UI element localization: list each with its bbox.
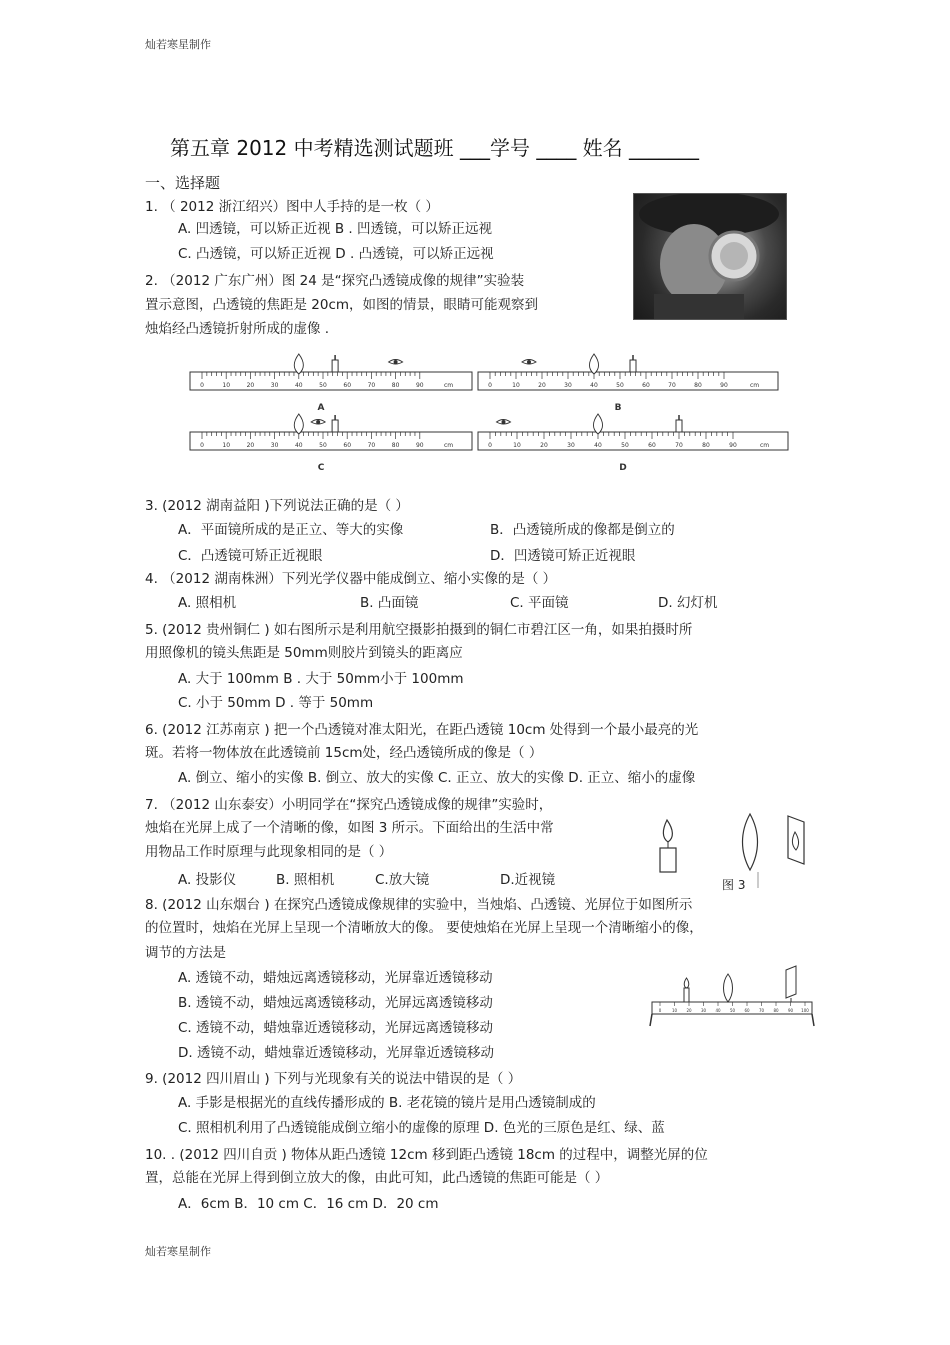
bench-tick-label: 70 bbox=[758, 1008, 765, 1013]
bench-tick-label: 0 bbox=[658, 1008, 662, 1013]
q8-option-c: C. 透镜不动，蜡烛靠近透镜移动，光屏远离透镜移动 bbox=[178, 1020, 494, 1036]
ruler-tick-label: 70 bbox=[367, 442, 376, 449]
q5-options-cd: C. 小于 50mm D . 等于 50mm bbox=[178, 695, 374, 711]
convex-lens bbox=[594, 414, 603, 434]
bench-tick-label: 60 bbox=[744, 1008, 750, 1013]
q8-line-2: 的位置时，烛焰在光屏上呈现一个清晰放大的像。 要使烛焰在光屏上呈现一个清晰缩小的像， bbox=[145, 920, 703, 936]
light-screen bbox=[786, 966, 796, 998]
ruler-tick-label: 80 bbox=[391, 442, 400, 449]
q5-line-1: 5. (2012 贵州铜仁 ) 如右图所示是利用航空摄影拍摄到的铜仁市碧江区一角，如果拍摄时所 bbox=[145, 622, 693, 638]
ruler-tick-label: 40 bbox=[590, 382, 598, 389]
ruler-tick-label: 90 bbox=[415, 442, 424, 449]
q10-line-2: 置，总能在光屏上得到倒立放大的像，由此可知，此凸透镜的焦距可能是（ ） bbox=[145, 1170, 609, 1186]
q2-line-2: 置示意图，凸透镜的焦距是 20cm，如图的情景，眼睛可能观察到 bbox=[145, 297, 539, 313]
figure-label-B: B bbox=[614, 403, 622, 413]
ruler-tick-label: 60 bbox=[642, 382, 650, 389]
q8-optical-bench-figure bbox=[648, 958, 818, 1028]
ruler-tick-label: 90 bbox=[720, 382, 728, 389]
ruler-unit-label: cm bbox=[444, 382, 454, 389]
q8-option-a: A. 透镜不动，蜡烛远离透镜移动，光屏靠近透镜移动 bbox=[178, 970, 493, 986]
ruler-tick-label: 30 bbox=[270, 382, 279, 389]
q3-option-b: B．凸透镜所成的像都是倒立的 bbox=[490, 522, 675, 538]
bench-leg-right bbox=[812, 1014, 814, 1026]
q10-line-1: 10. . (2012 四川自贡 ) 物体从距凸透镜 12cm 移到距凸透镜 18cm 的过程中，调整光屏的位 bbox=[145, 1147, 708, 1163]
ruler-tick-label: 60 bbox=[343, 382, 352, 389]
eye-pupil bbox=[316, 420, 320, 424]
q8-line-3: 调节的方法是 bbox=[145, 945, 226, 961]
ruler-tick-label: 70 bbox=[367, 382, 376, 389]
q8-line-1: 8. (2012 山东烟台 ) 在探究凸透镜成像规律的实验中，当烛焰、凸透镜、光屏位于如图所示 bbox=[145, 897, 693, 913]
ruler-tick-label: 30 bbox=[564, 382, 572, 389]
q3-option-c: C．凸透镜可矫正近视眼 bbox=[178, 548, 323, 564]
q2-ruler-figures bbox=[190, 352, 790, 482]
q4-option-b: B. 凸面镜 bbox=[360, 595, 419, 611]
q8-option-d: D. 透镜不动，蜡烛靠近透镜移动，光屏靠近透镜移动 bbox=[178, 1045, 494, 1061]
q10-options: A．6cm B．10 cm C．16 cm D．20 cm bbox=[178, 1196, 439, 1212]
q7-figure-label: 图 3 bbox=[722, 878, 746, 892]
page-title: 第五章 2012 中考精选测试题班 ___学号 ____ 姓名 _______ bbox=[170, 136, 700, 160]
bench-tick-label: 100 bbox=[801, 1008, 809, 1013]
q1-options-cd: C. 凸透镜，可以矫正近视 D . 凸透镜，可以矫正远视 bbox=[178, 246, 494, 262]
ruler-1 bbox=[478, 372, 778, 390]
ruler-tick-label: 50 bbox=[319, 382, 327, 389]
ruler-tick-label: 90 bbox=[415, 382, 424, 389]
convex-lens bbox=[724, 974, 733, 1002]
q9-options-cd: C. 照相机利用了凸透镜能成倒立缩小的虚像的原理 D. 色光的三原色是红、绿、蓝 bbox=[178, 1120, 665, 1136]
ruler-3 bbox=[478, 432, 788, 450]
ruler-tick-label: 80 bbox=[694, 382, 702, 389]
q5-options-ab: A. 大于 100mm B . 大于 50mm小于 100mm bbox=[178, 671, 464, 687]
bench-tick-label: 30 bbox=[700, 1008, 707, 1013]
candle-flame bbox=[684, 978, 689, 988]
bench-tick-label: 80 bbox=[773, 1008, 779, 1013]
q9-stem: 9. (2012 四川眉山 ) 下列与光现象有关的说法中错误的是（ ） bbox=[145, 1071, 522, 1087]
candle bbox=[676, 420, 682, 432]
page-footer: 灿若寒星制作 bbox=[145, 1245, 211, 1258]
ruler-tick-label: 0 bbox=[200, 382, 204, 389]
bench-tick-label: 40 bbox=[715, 1008, 721, 1013]
q9-options-ab: A. 手影是根据光的直线传播形成的 B. 老花镜的镜片是用凸透镜制成的 bbox=[178, 1095, 596, 1111]
candle bbox=[684, 988, 689, 1002]
ruler-tick-label: 20 bbox=[246, 442, 255, 449]
bench-tick-label: 20 bbox=[686, 1008, 692, 1013]
figure-label-A: A bbox=[317, 403, 325, 413]
bench-leg-left bbox=[650, 1014, 652, 1026]
ruler-tick-label: 0 bbox=[200, 442, 204, 449]
ruler-tick-label: 70 bbox=[668, 382, 676, 389]
ruler-tick-label: 50 bbox=[319, 442, 327, 449]
q7-option-a: A. 投影仪 bbox=[178, 872, 237, 888]
q7-line-1: 7. （2012 山东泰安）小明同学在“探究凸透镜成像的规律”实验时， bbox=[145, 797, 553, 813]
ruler-tick-label: 20 bbox=[538, 382, 546, 389]
q7-line-3: 用物品工作时原理与此现象相同的是（ ） bbox=[145, 844, 393, 860]
q4-option-a: A. 照相机 bbox=[178, 595, 237, 611]
q1-stem: 1. （ 2012 浙江绍兴）图中人手持的是一枚（ ） bbox=[145, 199, 439, 215]
ruler-tick-label: 50 bbox=[616, 382, 624, 389]
q6-line-2: 斑。若将一物体放在此透镜前 15cm处，经凸透镜所成的像是（ ） bbox=[145, 745, 543, 761]
eye-pupil bbox=[527, 360, 531, 364]
q6-options: A. 倒立、缩小的实像 B. 倒立、放大的实像 C. 正立、放大的实像 D. 正立、缩小的虚像 bbox=[178, 770, 696, 786]
ruler-tick-label: 60 bbox=[648, 442, 656, 449]
q2-line-3: 烛焰经凸透镜折射所成的虚像 . bbox=[145, 321, 330, 337]
ruler-tick-label: 70 bbox=[675, 442, 683, 449]
q4-option-d: D. 幻灯机 bbox=[658, 595, 718, 611]
ruler-tick-label: 80 bbox=[702, 442, 710, 449]
q1-options-ab: A. 凹透镜，可以矫正近视 B . 凹透镜，可以矫正远视 bbox=[178, 221, 493, 237]
q2-line-1: 2. （2012 广东广州）图 24 是“探究凸透镜成像的规律”实验装 bbox=[145, 273, 525, 289]
ruler-tick-label: 0 bbox=[488, 382, 492, 389]
ruler-tick-label: 0 bbox=[488, 442, 492, 449]
ruler-tick-label: 30 bbox=[270, 442, 279, 449]
candle bbox=[630, 360, 636, 372]
candle bbox=[332, 420, 338, 432]
q3-option-d: D．凹透镜可矫正近视眼 bbox=[490, 548, 636, 564]
ruler-tick-label: 20 bbox=[246, 382, 255, 389]
eye-pupil bbox=[394, 360, 398, 364]
ruler-tick-label: 40 bbox=[594, 442, 602, 449]
q6-line-1: 6. (2012 江苏南京 ) 把一个凸透镜对准太阳光，在距凸透镜 10cm 处得到一个最小最亮的光 bbox=[145, 722, 699, 738]
page-header: 灿若寒星制作 bbox=[145, 38, 211, 51]
q4-stem: 4. （2012 湖南株洲）下列光学仪器中能成倒立、缩小实像的是（ ） bbox=[145, 571, 557, 587]
bench-tick-label: 10 bbox=[671, 1008, 678, 1013]
figure-label-D: D bbox=[619, 463, 627, 473]
ruler-unit-label: cm bbox=[760, 442, 770, 449]
ruler-tick-label: 10 bbox=[222, 442, 231, 449]
q8-option-b: B. 透镜不动，蜡烛远离透镜移动，光屏远离透镜移动 bbox=[178, 995, 493, 1011]
ruler-tick-label: 30 bbox=[567, 442, 575, 449]
q3-option-a: A．平面镜所成的是正立、等大的实像 bbox=[178, 522, 404, 538]
ruler-unit-label: cm bbox=[750, 382, 760, 389]
bench-tick-label: 50 bbox=[729, 1008, 736, 1013]
bench-tick-label: 90 bbox=[787, 1008, 794, 1013]
ruler-tick-label: 20 bbox=[540, 442, 548, 449]
convex-lens bbox=[590, 354, 599, 374]
ruler-tick-label: 40 bbox=[294, 382, 303, 389]
ruler-tick-label: 10 bbox=[513, 442, 521, 449]
magnifier-photo bbox=[633, 193, 787, 320]
q5-line-2: 用照像机的镜头焦距是 50mm则胶片到镜头的距离应 bbox=[145, 645, 463, 661]
q7-option-d: D.近视镜 bbox=[500, 872, 556, 888]
eye-pupil bbox=[502, 420, 506, 424]
ruler-tick-label: 10 bbox=[512, 382, 520, 389]
ruler-tick-label: 90 bbox=[729, 442, 737, 449]
ruler-2 bbox=[190, 432, 472, 450]
ruler-tick-label: 10 bbox=[222, 382, 231, 389]
convex-lens bbox=[294, 354, 303, 374]
figure-label-C: C bbox=[317, 463, 325, 473]
ruler-tick-label: 50 bbox=[621, 442, 629, 449]
q7-line-2: 烛焰在光屏上成了一个清晰的像，如图 3 所示。下面给出的生活中常 bbox=[145, 820, 554, 836]
q7-option-c: C.放大镜 bbox=[375, 872, 430, 888]
convex-lens bbox=[294, 414, 303, 434]
ruler-tick-label: 60 bbox=[343, 442, 352, 449]
q7-option-b: B. 照相机 bbox=[276, 872, 335, 888]
ruler-tick-label: 40 bbox=[294, 442, 303, 449]
ruler-unit-label: cm bbox=[444, 442, 454, 449]
candle bbox=[332, 360, 338, 372]
q3-stem: 3. (2012 湖南益阳 )下列说法正确的是（ ） bbox=[145, 498, 409, 514]
ruler-0 bbox=[190, 372, 472, 390]
ruler-tick-label: 80 bbox=[391, 382, 400, 389]
section-heading: 一、选择题 bbox=[145, 174, 221, 192]
q4-option-c: C. 平面镜 bbox=[510, 595, 569, 611]
